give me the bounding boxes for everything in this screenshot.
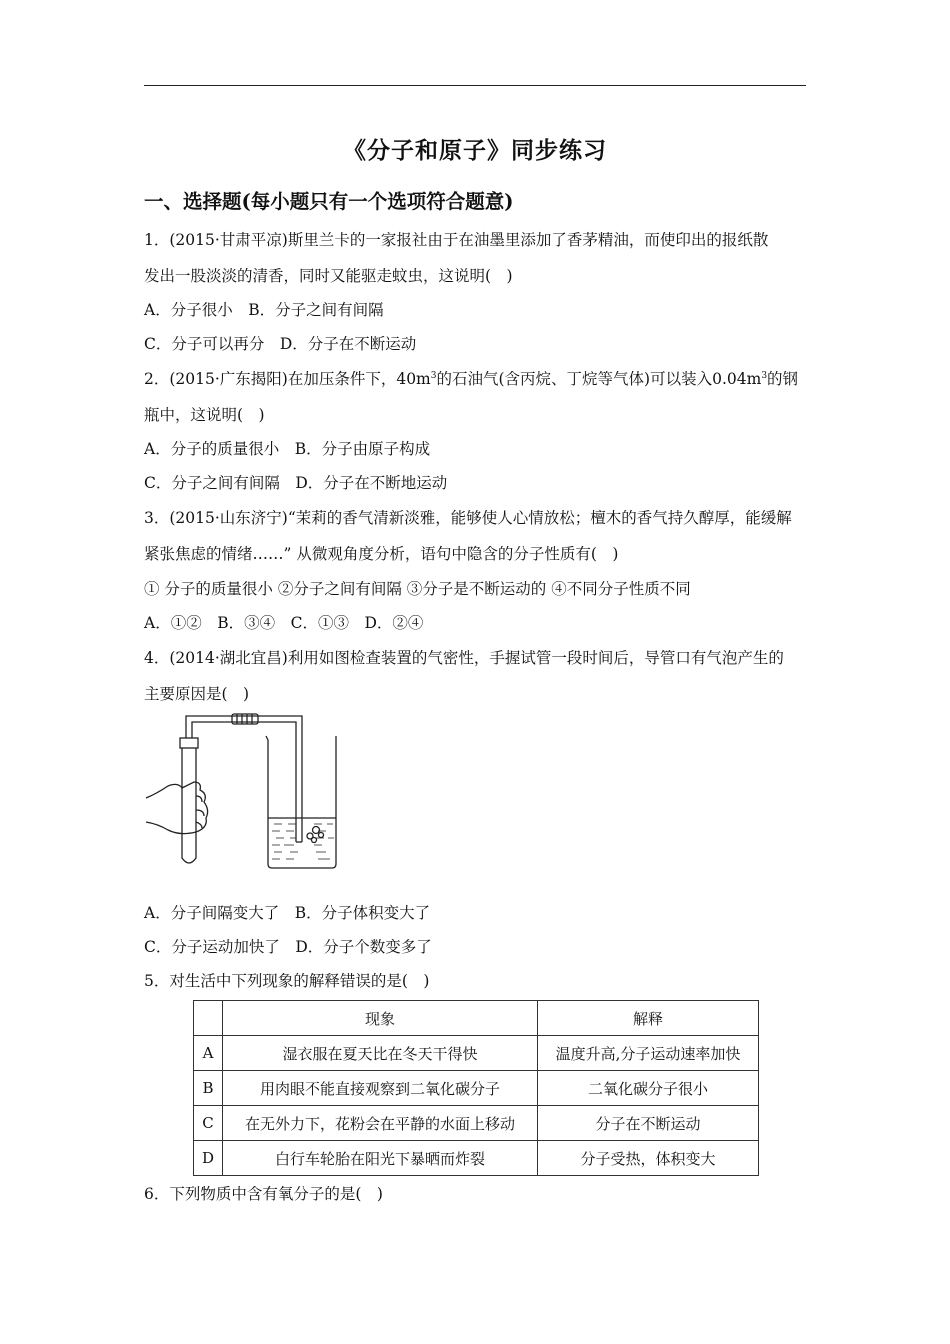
q1-options-cd: C．分子可以再分 D．分子在不断运动 bbox=[144, 335, 417, 353]
table-row bbox=[194, 1106, 759, 1141]
table-cell: D bbox=[194, 1141, 223, 1176]
table-row bbox=[194, 1036, 759, 1071]
table-cell: 湿衣服在夏天比在冬天干得快 bbox=[223, 1036, 538, 1071]
table-cell: 白行车轮胎在阳光下暴晒而炸裂 bbox=[223, 1141, 538, 1176]
q4-options-ab: A．分子间隔变大了 B．分子体积变大了 bbox=[144, 904, 431, 922]
table-cell: 二氧化碳分子很小 bbox=[538, 1071, 759, 1106]
table-cell: 用肉眼不能直接观察到二氧化碳分子 bbox=[223, 1071, 538, 1106]
table-header-cell: 解释 bbox=[538, 1001, 759, 1036]
q2-text-part3: 的钢 bbox=[767, 370, 799, 388]
table-header-cell: 现象 bbox=[223, 1001, 538, 1036]
table-cell: C bbox=[194, 1106, 223, 1141]
table-header-row bbox=[194, 1001, 759, 1036]
q1-stem-line1: 1．(2015·甘肃平凉)斯里兰卡的一家报社由于在油墨里添加了香茅精油，而使印出的报纸散 bbox=[144, 231, 769, 249]
table-cell: 分子在不断运动 bbox=[538, 1106, 759, 1141]
q3-stem-line1: 3．(2015·山东济宁)“茉莉的香气清新淡雅，能够使人心情放松；檀木的香气持久醇厚，能缓解 bbox=[144, 509, 792, 527]
q2-options-ab: A．分子的质量很小 B．分子由原子构成 bbox=[144, 440, 431, 458]
q3-stem-line2: 紧张焦虑的情绪……” 从微观角度分析，语句中隐含的分子性质有( ) bbox=[144, 545, 619, 563]
q1-stem-line2: 发出一股淡淡的清香，同时又能驱走蚊虫，这说明( ) bbox=[144, 267, 513, 285]
q2-text-part1: 2．(2015·广东揭阳)在加压条件下，40m bbox=[144, 370, 431, 388]
q2-options-cd: C．分子之间有间隔 D．分子在不断地运动 bbox=[144, 474, 448, 492]
q3-statements: ① 分子的质量很小 ②分子之间有间隔 ③分子是不断运动的 ④不同分子性质不同 bbox=[144, 580, 691, 598]
q2-stem-line1 bbox=[144, 367, 798, 389]
q5-table bbox=[193, 1000, 759, 1176]
q2-text-part2: 的石油气(含丙烷、丁烷等气体)可以装入0.04m bbox=[436, 370, 762, 388]
q2-stem-line2: 瓶中，这说明( ) bbox=[144, 406, 265, 424]
table-cell: 在无外力下，花粉会在平静的水面上移动 bbox=[223, 1106, 538, 1141]
table-row bbox=[194, 1071, 759, 1106]
q6-stem: 6．下列物质中含有氧分子的是( ) bbox=[144, 1185, 383, 1203]
section-heading: 一、选择题(每小题只有一个选项符合题意) bbox=[144, 190, 514, 213]
q3-options: A．①② B．③④ C．①③ D．②④ bbox=[144, 614, 424, 632]
q2-superscript-1: 3 bbox=[430, 370, 437, 381]
q4-stem-line1: 4．(2014·湖北宜昌)利用如图检查装置的气密性，手握试管一段时间后，导管口有气泡产生的 bbox=[144, 649, 784, 667]
header-rule bbox=[144, 85, 806, 86]
table-cell: 温度升高,分子运动速率加快 bbox=[538, 1036, 759, 1071]
page-title: 《分子和原子》同步练习 bbox=[343, 137, 607, 164]
table-cell: A bbox=[194, 1036, 223, 1071]
q1-options-ab: A．分子很小 B．分子之间有间隔 bbox=[144, 301, 384, 319]
table-cell: 分子受热，体积变大 bbox=[538, 1141, 759, 1176]
airtightness-apparatus-figure bbox=[144, 706, 354, 874]
table-header-cell bbox=[194, 1001, 223, 1036]
q4-stem-line2: 主要原因是( ) bbox=[144, 685, 250, 703]
q5-stem: 5．对生活中下列现象的解释错误的是( ) bbox=[144, 972, 430, 990]
q4-options-cd: C．分子运动加快了 D．分子个数变多了 bbox=[144, 938, 432, 956]
q2-superscript-2: 3 bbox=[761, 370, 768, 381]
table-cell: B bbox=[194, 1071, 223, 1106]
table-row bbox=[194, 1141, 759, 1176]
